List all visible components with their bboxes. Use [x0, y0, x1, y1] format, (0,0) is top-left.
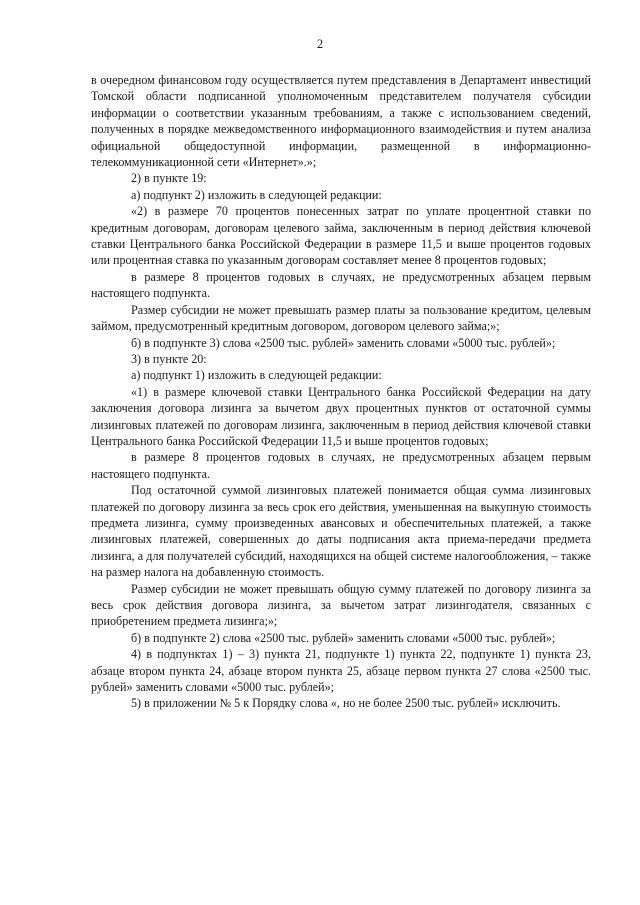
paragraph-8-percent-2: в размере 8 процентов годовых в случаях, не предусмотренных абзацем первым настоящего подпункта.	[91, 450, 591, 481]
paragraph-quoted-1: «1) в размере ключевой ставки Центрального банка Российской Федерации на дату заключения договора лизинга за вычетом двух процентных пунктов от остаточной суммы лизинговых платежей по договорам лизинга, заключенным в период действия ключевой ставки Центрального банка Российской Федерации 11,5 и выше процентов годовых;	[91, 384, 591, 448]
paragraph-subsidy-limit-2: Размер субсидии не может превышать общую сумму платежей по договору лизинга за весь срок действия договора лизинга, за вычетом затрат лизингодателя, связанных с приобретением предмета лизинга;»;	[91, 581, 591, 629]
paragraph-subitem-b-2: б) в подпункте 2) слова «2500 тыс. рублей» заменить словами «5000 тыс. рублей»;	[131, 630, 556, 645]
paragraph-item-3: 3) в пункте 20:	[131, 351, 207, 366]
paragraph-subitem-a: а) подпункт 2) изложить в следующей редакции:	[131, 187, 382, 202]
paragraph-item-2: 2) в пункте 19:	[131, 171, 207, 186]
document-body	[91, 72, 591, 712]
paragraph-subitem-a-2: а) подпункт 1) изложить в следующей редакции:	[131, 368, 382, 383]
paragraph-residual-sum: Под остаточной суммой лизинговых платежей понимается общая сумма лизинговых платежей по договору лизинга за весь срок его действия, уменьшенная на выкупную стоимость предмета лизинга, сумму произведенных авансовых и обеспечительных платежей, а также лизинговых платежей, совершенных до даты подписания акта приема-передачи предмета лизинга, а для получателей субсидий, находящихся на общей системе налогообложения, – также на размер налога на добавленную стоимость.	[91, 483, 591, 580]
paragraph-continuation: в очередном финансовом году осуществляется путем представления в Департамент инвестиций Томской области подписанной уполномоченным представителем получателя субсидии информации о соответствии указанным требованиям, а также с использованием сведений, полученных в порядке межведомственного информационного взаимодействия и путем анализа официальной общедоступной информации, размещенной в информационно-телекоммуникационной сети «Интернет».»;	[91, 73, 591, 170]
paragraph-subsidy-limit: Размер субсидии не может превышать размер платы за пользование кредитом, целевым займом, предусмотренный кредитным договором, договором целевого займа;»;	[91, 302, 591, 334]
paragraph-quoted-2: «2) в размере 70 процентов понесенных затрат по уплате процентной ставки по кредитным договорам, договорам целевого займа, заключенным в период действия ключевой ставки Центрального банка Российской Федерации в размере 11,5 и выше процентов годовых или процентная ставка по указанным договорам составляет менее 8 процентов годовых;	[91, 204, 591, 268]
paragraph-subitem-b: б) в подпункте 3) слова «2500 тыс. рублей» заменить словами «5000 тыс. рублей»;	[131, 335, 556, 350]
paragraph-8-percent: в размере 8 процентов годовых в случаях, не предусмотренных абзацем первым настоящего подпункта.	[91, 269, 591, 301]
paragraph-item-5: 5) в приложении № 5 к Порядку слова «, но не более 2500 тыс. рублей» исключить.	[131, 696, 561, 711]
paragraph-item-4: 4) в подпунктах 1) – 3) пункта 21, подпункте 1) пункта 22, подпункте 1) пункта 23, абзаце втором пункта 24, абзаце втором пункта 25, абзаце первом пункта 27 слова «2500 тыс. рублей» заменить словами «5000 тыс. рублей»;	[91, 647, 591, 695]
page-number: 2	[316, 37, 324, 51]
